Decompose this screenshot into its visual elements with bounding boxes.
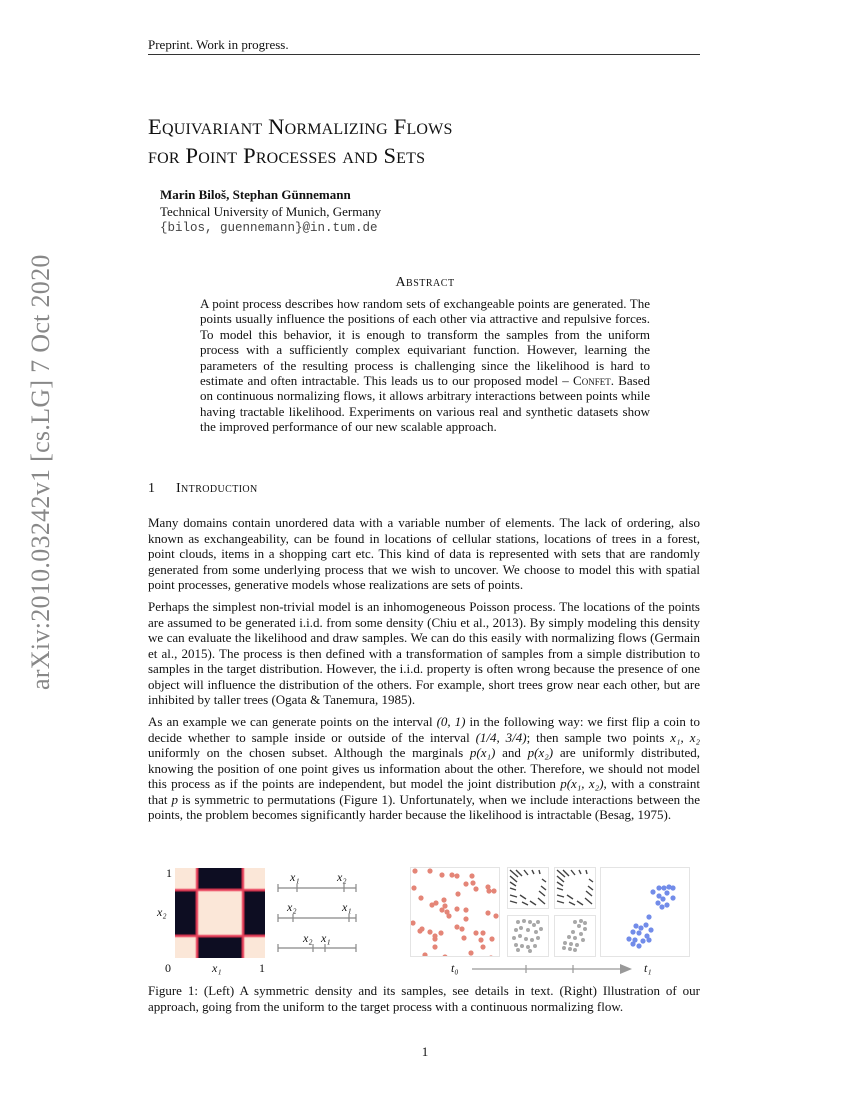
- vector-field-panel-2: [554, 867, 596, 909]
- symmetric-density-heatmap: [175, 868, 265, 958]
- paper-title: [148, 112, 453, 170]
- abstract-text-2: . Based on continuous normalizing flows, it allows arbitrary interactions between points while having tractable likelihood. Experiments on various real and synthetic datasets show the improved performance of our new scalable approach.: [200, 373, 650, 435]
- figure-caption: Figure 1: (Left) A symmetric density and its samples, see details in text. (Right) Illustration of our approach, going from the uniform to the target process with a continuous normalizing flow.: [148, 983, 700, 1014]
- author-block: [160, 186, 381, 237]
- math: p(x₂): [527, 745, 554, 760]
- abstract-heading: Abstract: [395, 275, 455, 290]
- time-end-label: t₁: [644, 961, 652, 975]
- section-title: Introduction: [176, 481, 258, 496]
- target-samples-panel: [600, 867, 690, 957]
- heatmap-x-label: x₁: [212, 961, 222, 975]
- abstract-body: [200, 296, 650, 435]
- arxiv-stamp: arXiv:2010.03242v1 [cs.LG] 7 Oct 2020: [26, 254, 55, 690]
- section-number: 1: [148, 481, 156, 496]
- section-heading: [148, 481, 258, 497]
- paragraph-2: Perhaps the simplest non-trivial model is an inhomogeneous Poisson process. The locations of the points are assumed to be generated i.i.d. from some density (Chiu et al., 2013). By simply modeling this density we can evaluate the likelihood and draw samples. We can do this easily with normalizing flows (Germain et al., 2015). The process is then defined with a transformation of samples from a simple distribution to samples in the target distribution. However, the i.i.d. property is often wrong because the presence of one object will influence the distribution of the others. For example, short trees grow near each other, but are inhibited by taller trees (Ogata & Tanemura, 1985).: [148, 599, 700, 707]
- sample-lines: [276, 880, 360, 956]
- time-start-label: t₀: [451, 961, 459, 975]
- math: (0, 1): [436, 714, 466, 729]
- math: (1/4, 3/4): [475, 729, 527, 745]
- paragraph-3: [148, 714, 700, 823]
- math: x₁, x₂: [670, 729, 700, 745]
- line3-label-b: x₁: [321, 931, 331, 945]
- text: , with a constraint that: [148, 776, 700, 807]
- math: p(x₁): [469, 745, 496, 760]
- text: are uniformly distributed, knowing the position of one point gives us information about the other. Therefore, we should not model this process as if the points are independent, but model the joint distribution: [148, 745, 701, 791]
- paragraph-1: Many domains contain unordered data with a variable number of elements. The lack of ordering, also known as exchangeability, can be found in locations of cellular stations, locations of trees in a forest, point clouds, items in a shopping cart etc. This kind of data is represented with sets that are randomly generated from some underlying process that we wish to uncover. We choose to model this with spatial point processes, generative models whose realizations are sets of points.: [148, 515, 700, 592]
- math: p(x₁, x₂): [560, 776, 604, 791]
- affiliation: Technical University of Munich, Germany: [160, 204, 382, 219]
- author-email[interactable]: {bilos, guennemann}@in.tum.de: [160, 221, 378, 235]
- model-name: Confet: [573, 373, 611, 389]
- line2-label-a: x₂: [287, 900, 297, 914]
- heatmap-x-max: 1: [259, 961, 265, 975]
- text: and: [495, 745, 528, 760]
- uniform-samples-panel: [410, 867, 500, 957]
- text: is symmetric to permutations (Figure 1). Unfortunately, when we include interactions between the points, the problem becomes significantly harder because the likelihood is intractable (Besag, 1975).: [148, 791, 700, 822]
- intermediate-samples-panel-1: [507, 915, 549, 957]
- title-line-1: Equivariant Normalizing Flows: [148, 114, 453, 139]
- time-arrow: [470, 963, 635, 975]
- title-line-2: for Point Processes and Sets: [148, 143, 426, 168]
- line2-label-b: x₁: [342, 900, 352, 914]
- line1-label-a: x₁: [290, 870, 300, 884]
- abstract-text-1: A point process describes how random sets of exchangeable points are generated. The points usually influence the positions of each other via attractive and repulsive forces. To model this behavior, it is enough to transform the samples from the uniform process with a sufficiently complex equivariant function. However, learning the parameters of the resulting process is challenging since the likelihood is hard to estimate and often intractable. This leads us to our proposed model –: [200, 296, 650, 389]
- math: p: [171, 791, 178, 807]
- text: ; then sample two points: [526, 729, 671, 745]
- text: As an example we can generate points on the interval: [148, 714, 437, 729]
- heatmap-origin: 0: [165, 961, 171, 975]
- running-header: Preprint. Work in progress.: [148, 37, 289, 52]
- vector-field-panel-1: [507, 867, 549, 909]
- text: uniformly on the chosen subset. Although the marginals: [148, 745, 470, 760]
- line1-label-b: x₂: [337, 870, 347, 884]
- page-number: 1: [421, 1044, 429, 1059]
- header-rule: [148, 54, 700, 55]
- text: in the following way: we first flip a coin to decide whether to sample inside or outside of the interval: [148, 714, 700, 745]
- heatmap-y-label: x₂: [157, 905, 167, 919]
- line3-label-a: x₂: [303, 931, 313, 945]
- author-names: Marin Biloš, Stephan Günnemann: [160, 187, 351, 202]
- heatmap-y-max: 1: [166, 866, 172, 880]
- intermediate-samples-panel-2: [554, 915, 596, 957]
